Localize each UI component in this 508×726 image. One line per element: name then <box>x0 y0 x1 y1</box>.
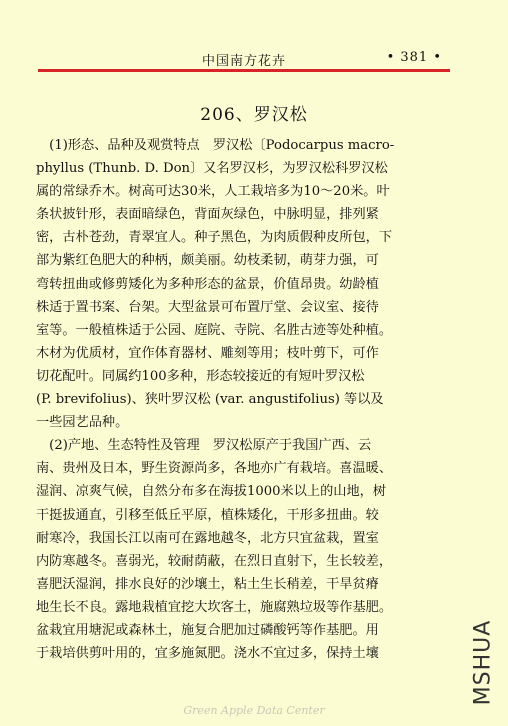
text-line: 于栽培供剪叶用的，宜多施氮肥。浇水不宜过多，保持土壤 <box>36 646 379 662</box>
text-line: 一些园艺品种。 <box>36 415 129 431</box>
text-line: 内防寒越冬。喜弱光，较耐荫蔽，在烈日直射下，生长较差， <box>36 553 393 569</box>
article-title: 206、罗汉松 <box>200 105 308 125</box>
text-line: (1)形态、品种及观赏特点 罗汉松〔Podocarpus macro- <box>36 138 395 153</box>
side-watermark-text: MSHUA <box>470 619 496 705</box>
page-header <box>38 48 450 70</box>
page-number: • 381 • <box>386 50 442 65</box>
article-body <box>36 134 464 665</box>
text-line: (2)产地、生态特性及管理 罗汉松原产于我国广西、云 <box>36 438 372 454</box>
text-line: 部为紫红色肥大的种柄，颇美丽。幼枝柔韧，萌芽力强，可 <box>36 253 379 269</box>
header-rule <box>38 69 450 72</box>
text-line: phyllus (Thunb. D. Don〕又名罗汉杉，为罗汉松科罗汉松 <box>36 161 388 177</box>
text-line: 弯转扭曲或修剪矮化为多种形态的盆景，价值昂贵。幼龄植 <box>36 276 379 292</box>
text-line: (P. brevifolius)、狭叶罗汉松 (var. angustifolius) 等以及 <box>36 392 384 408</box>
text-line: 株适于置书案、台架。大型盆景可布置厅堂、会议室、接待 <box>36 299 379 315</box>
text-line: 室等。一般植株适于公园、庭院、寺院、名胜古迹等处种植。 <box>36 322 393 338</box>
text-line: 盆栽宜用塘泥或森林土，施复合肥加过磷酸钙等作基肥。用 <box>36 622 379 638</box>
text-line: 地生长不良。露地栽植宜挖大坎客土，施腐熟垃圾等作基肥。 <box>36 599 393 615</box>
side-watermark <box>470 612 496 712</box>
text-line: 干挺拔通直，引移至低丘平原，植株矮化，干形多扭曲。较 <box>36 507 379 523</box>
text-line: 密，古朴苍劲，青翠宜人。种子黑色，为肉质假种皮所包，下 <box>36 230 393 246</box>
text-line: 喜肥沃湿润，排水良好的沙壤土，粘土生长稍差，干旱贫瘠 <box>36 576 379 592</box>
text-line: 属的常绿乔木。树高可达30米，人工栽培多为10～20米。叶 <box>36 184 390 200</box>
text-line: 南、贵州及日本，野生资源尚多，各地亦广有栽培。喜温暖、 <box>36 461 393 477</box>
text-line: 条状披针形，表面暗绿色，背面灰绿色，中脉明显，排列紧 <box>36 207 379 223</box>
bottom-watermark: Green Apple Data Center <box>183 704 325 717</box>
running-title: 中国南方花卉 <box>201 54 286 69</box>
text-line: 切花配叶。同属约100多种，形态较接近的有短叶罗汉松 <box>36 368 365 384</box>
text-line: 湿润、凉爽气候，自然分布多在海拔1000米以上的山地，树 <box>36 484 387 500</box>
text-line: 耐寒冷，我国长江以南可在露地越冬，北方只宜盆栽，置室 <box>36 530 379 546</box>
text-line: 木材为优质材，宜作体育器材、雕刻等用；枝叶剪下，可作 <box>36 345 379 361</box>
